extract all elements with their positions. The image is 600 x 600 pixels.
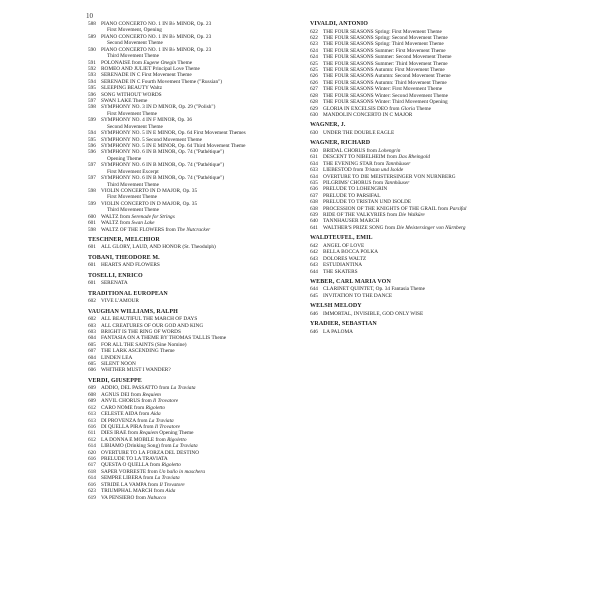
entry-source-title: La Traviata: [148, 417, 174, 424]
entry-title: THE FOUR SEASONS Winter: First Movement Theme: [323, 86, 443, 93]
composer-section: [310, 235, 515, 275]
entry-number: 622: [310, 34, 318, 41]
composer-heading: TOSELLI, ENRICO: [88, 272, 143, 279]
entry-title: THE FOUR SEASONS Winter: Third Movement Opening: [323, 99, 448, 106]
entry-number: 597: [88, 162, 96, 169]
index-entry: [310, 130, 515, 136]
composer-heading: TRADITIONAL EUROPEAN: [88, 290, 168, 297]
entry-number: 588: [88, 21, 96, 27]
entry-number: 630: [310, 147, 318, 154]
index-entry: [88, 162, 284, 175]
entry-number: 634: [310, 173, 318, 180]
entry-number: 623: [88, 488, 96, 495]
entry-title: BELLA BOCCA POLKA: [323, 249, 379, 256]
entry-title: OVERTURE TO DIE MEISTERSINGER VON NÜRNBERG: [323, 173, 456, 180]
entry-title: WALTZ from: [101, 213, 132, 220]
entry-title: ESTUDIANTINA: [323, 262, 363, 269]
entry-source-title: Lohengrin: [378, 147, 401, 154]
entry-number: 633: [310, 167, 318, 174]
entry-suffix: Theme: [176, 59, 193, 66]
right-column: [310, 21, 515, 339]
entry-title: THE FOUR SEASONS Spring: First Movement Theme: [323, 28, 442, 35]
composer-section: [88, 21, 284, 233]
entry-number: 646: [310, 310, 318, 317]
composer-heading: TESCHNER, MELCHIOR: [88, 236, 160, 243]
composer-heading: VAUGHAN WILLIAMS, RALPH: [88, 308, 178, 315]
entry-number: 635: [310, 179, 318, 186]
entry-title: SILENT NOON: [101, 361, 136, 368]
entry-title: BRIDAL CHORUS from: [323, 147, 379, 154]
entry-title: CLARINET QUINTET, Op. 34 Fantasia Theme: [323, 286, 425, 293]
entry-title: THE FOUR SEASONS Winter: Second Movement Theme: [323, 92, 448, 99]
entry-number: 595: [88, 85, 96, 92]
entry-number: 601: [88, 262, 96, 269]
entry-number: 630: [310, 129, 318, 136]
entry-number: 607: [88, 348, 96, 355]
entry-source-title: La Traviata: [154, 475, 180, 482]
entry-number: 590: [88, 46, 96, 53]
entry-number: 641: [310, 224, 318, 231]
entry-subtitle: First Movement Theme: [107, 194, 157, 201]
index-entry: [88, 175, 284, 188]
composer-heading: YRADIER, SEBASTIAN: [310, 321, 377, 328]
entry-source-title: Swan Lake: [131, 220, 155, 227]
entry-title: SEMPRE LIBERA from: [101, 475, 155, 482]
entry-suffix: Opening Theme: [157, 430, 194, 437]
entry-title: ALL GLORY, LAUD, AND HONOR (St. Theodulph): [101, 244, 216, 251]
entry-title: THE FOUR SEASONS Autumn: Second Movement Theme: [323, 73, 451, 80]
index-entry: [88, 495, 284, 501]
entry-title: DESCENT TO NIBELHEIM from: [323, 154, 399, 161]
entry-number: 596: [88, 143, 96, 150]
entry-title: PRELUDE TO LOHENGRIN: [323, 186, 388, 193]
entry-number: 638: [310, 205, 318, 212]
entry-number: 622: [310, 28, 318, 35]
entry-source-title: Requiem: [142, 391, 161, 398]
entry-number: 604: [88, 335, 96, 342]
entry-subtitle: Third Movement Theme: [107, 207, 159, 214]
entry-number: 609: [88, 398, 96, 405]
composer-section: [310, 303, 515, 317]
entry-number: 616: [88, 481, 96, 488]
index-entry: [310, 329, 515, 335]
entry-number: 616: [88, 456, 96, 463]
entry-number: 606: [88, 367, 96, 374]
entry-subtitle: Third Movement Theme: [107, 181, 159, 188]
entry-number: 628: [310, 99, 318, 106]
entry-title: THE FOUR SEASONS Autumn: Third Movement Theme: [323, 79, 447, 86]
entry-title: MANDOLIN CONCERTO IN C MAJOR: [323, 111, 413, 118]
entry-source-title: Parsifal: [449, 205, 467, 212]
entry-title: SONG WITHOUT WORDS: [101, 91, 162, 98]
entry-title: AGNUS DEI from: [101, 391, 143, 398]
composer-section: [88, 237, 284, 251]
entry-title: PRELUDE TO PARSIFAL: [323, 192, 381, 199]
entry-title: THE FOUR SEASONS Autumn: First Movement Theme: [323, 67, 445, 74]
entry-source-title: Rigoletto: [145, 404, 166, 411]
index-entry: [88, 149, 284, 162]
entry-number: 624: [310, 54, 318, 61]
entry-title: WHITHER MUST I WANDER?: [101, 367, 171, 374]
entry-title: SWAN LAKE Theme: [101, 98, 148, 105]
entry-title: PIANO CONCERTO NO. 1 IN B♭ MINOR, Op. 23: [101, 21, 212, 27]
entry-title: TRIUMPHAL MARCH from: [101, 488, 166, 495]
index-entry: [88, 104, 284, 117]
entry-title: WALTZ OF THE FLOWERS from: [101, 226, 178, 233]
composer-section: [88, 291, 284, 305]
entry-title: PIANO CONCERTO NO. 1 IN B♭ MINOR, Op. 23: [101, 46, 212, 53]
entry-title: POLONAISE from: [101, 59, 144, 66]
index-entry: [88, 21, 284, 34]
entry-title: THE SKATERS: [323, 268, 358, 275]
entry-number: 643: [310, 262, 318, 269]
entry-number: 626: [310, 73, 318, 80]
entry-number: 598: [88, 187, 96, 194]
entry-source-title: Tannhäuser: [385, 160, 411, 167]
entry-number: 594: [88, 130, 96, 137]
entry-title: VIOLIN CONCERTO IN D MAJOR, Op. 35: [101, 200, 198, 207]
entry-title: ANVIL CHORUS from: [101, 398, 154, 405]
index-entry: [88, 188, 284, 201]
entry-source-title: The Nutcracker: [177, 226, 211, 233]
index-entry: [88, 262, 284, 268]
entry-source-title: Aida: [150, 411, 161, 418]
entry-subtitle: Opening Theme: [107, 155, 142, 162]
left-column: [88, 21, 284, 505]
entry-number: 608: [88, 391, 96, 398]
entry-title: SYMPHONY NO. 6 IN B MINOR, Op. 74 ("Pathétique"): [101, 149, 225, 156]
entry-title: THE FOUR SEASONS Spring: Third Movement Theme: [323, 41, 444, 48]
entry-title: VIOLIN CONCERTO IN D MAJOR, Op. 35: [101, 187, 198, 194]
entry-number: 639: [310, 212, 318, 219]
entry-title: THE FOUR SEASONS Spring: Second Movement Theme: [323, 34, 448, 41]
entry-number: 613: [88, 417, 96, 424]
entry-number: 612: [88, 404, 96, 411]
entry-title: SYMPHONY NO. 5 IN E MINOR, Op. 64 Third Movement Theme: [101, 143, 246, 150]
index-entry: [88, 227, 284, 233]
entry-title: INVITATION TO THE DANCE: [323, 292, 393, 299]
entry-number: 634: [310, 160, 318, 167]
entry-number: 592: [88, 65, 96, 72]
entry-number: 602: [88, 316, 96, 323]
entry-title: ANGEL OF LOVE: [323, 242, 365, 249]
entry-title: FANTASIA ON A THEME BY THOMAS TALLIS Theme: [101, 335, 227, 342]
entry-number: 614: [88, 475, 96, 482]
index-entry: [310, 225, 515, 231]
entry-number: 593: [88, 72, 96, 79]
entry-title: BRIGHT IS THE RING OF WORDS: [101, 328, 181, 335]
entry-source-title: Rigoletto: [161, 462, 181, 469]
entry-title: ALL CREATURES OF OUR GOD AND KING: [101, 322, 204, 329]
entry-source-title: Il Trovatore: [154, 423, 180, 430]
composer-section: [310, 279, 515, 299]
entry-number: 642: [310, 242, 318, 249]
index-entry: [88, 47, 284, 60]
index-entry: [88, 280, 284, 286]
entry-source-title: Das Rheingold: [398, 154, 430, 161]
entry-source-title: La Traviata: [172, 443, 198, 450]
composer-section: [88, 309, 284, 374]
entry-number: 628: [310, 92, 318, 99]
entry-number: 601: [88, 244, 96, 251]
entry-number: 644: [310, 286, 318, 293]
entry-subtitle: Second Movement Theme: [107, 123, 163, 130]
entry-number: 603: [88, 328, 96, 335]
composer-section: [310, 122, 515, 136]
entry-title: LA PALOMA: [323, 328, 353, 335]
entry-title: OVERTURE TO LA FORZA DEL DESTINO: [101, 449, 200, 456]
entry-title: THE FOUR SEASONS Summer: Second Movement Theme: [323, 54, 452, 61]
entry-number: 597: [88, 98, 96, 105]
entry-number: 599: [88, 117, 96, 124]
index-entry: [310, 293, 515, 299]
entry-title: SAPER VORRESTE from: [101, 468, 160, 475]
entry-number: 624: [310, 47, 318, 54]
entry-source-title: Tristan und Isolde: [364, 167, 404, 174]
entry-title: FOR ALL THE SAINTS (Sine Nomine): [101, 341, 187, 348]
entry-number: 625: [310, 60, 318, 67]
entry-number: 609: [88, 385, 96, 392]
entry-title: GLORIA IN EXCELSIS DEO from: [323, 105, 401, 112]
entry-number: 597: [88, 175, 96, 182]
entry-title: SERENADE IN C Fourth Movement Theme ("Russian"): [101, 78, 223, 85]
entry-title: SYMPHONY NO. 5 IN E MINOR, Op. 64 First Movement Themes: [101, 130, 246, 137]
entry-number: 617: [88, 462, 96, 469]
entry-number: 589: [88, 33, 96, 40]
entry-number: 601: [88, 280, 96, 287]
entry-number: 623: [310, 41, 318, 48]
entry-title: SYMPHONY NO. 3 IN D MINOR, Op. 29 ("Polish"): [101, 104, 216, 111]
entry-title: QUESTA O QUELLA from: [101, 462, 162, 469]
entry-title: THE LARK ASCENDING Theme: [101, 348, 175, 355]
entry-title: THE FOUR SEASONS Summer: Third Movement Theme: [323, 60, 448, 67]
entry-number: 595: [88, 136, 96, 143]
entry-subtitle: First Movement Theme: [107, 110, 157, 117]
entry-number: 638: [310, 199, 318, 206]
entry-title: DOLORES WALTZ: [323, 255, 367, 262]
entry-number: 598: [88, 226, 96, 233]
composer-heading: WAGNER, J.: [310, 122, 346, 129]
entry-number: 602: [88, 298, 96, 305]
entry-number: 629: [310, 105, 318, 112]
composer-section: [310, 140, 515, 231]
entry-number: 600: [88, 213, 96, 220]
entry-title: WALTHER'S PRIZE SONG from: [323, 224, 397, 231]
entry-number: 645: [310, 292, 318, 299]
entry-title: RIDE OF THE VALKYRIES from: [323, 212, 399, 219]
entry-title: ADDIO, DEL PASSATTO from: [101, 385, 171, 392]
entry-title: PIANO CONCERTO NO. 1 IN B♭ MINOR, Op. 23: [101, 33, 212, 40]
entry-number: 598: [88, 104, 96, 111]
entry-source-title: La Traviata: [170, 385, 196, 392]
entry-title: SYMPHONY NO. 6 IN B MINOR, Op. 74 ("Pathétique"): [101, 175, 225, 182]
entry-source-title: Il Trovatore: [153, 398, 179, 405]
composer-section: [88, 273, 284, 287]
entry-title: PILGRIMS' CHORUS from: [323, 179, 385, 186]
entry-number: 599: [88, 200, 96, 207]
entry-title: ROMEO AND JULIET Principal Love Theme: [101, 65, 200, 72]
entry-title: LA DONNA È MOBILE from: [101, 436, 168, 443]
composer-section: [310, 21, 515, 118]
entry-source-title: Tannhäuser: [384, 179, 410, 186]
entry-title: THE FOUR SEASONS Summer: First Movement Theme: [323, 47, 446, 54]
entry-source-title: Gloria: [400, 105, 415, 112]
entry-number: 637: [310, 192, 318, 199]
entry-number: 618: [88, 468, 96, 475]
entry-number: 620: [88, 449, 96, 456]
composer-section: [88, 378, 284, 501]
index-entry: [310, 269, 515, 275]
entry-title: DI QUELLA PIRA from: [101, 423, 155, 430]
entry-source-title: Eugene Onegin: [143, 59, 177, 66]
entry-number: 626: [310, 79, 318, 86]
entry-number: 611: [88, 430, 96, 437]
entry-title: PROCESSION OF THE KNIGHTS OF THE GRAIL from: [323, 205, 450, 212]
entry-source-title: Nabucco: [147, 494, 167, 501]
entry-title: CELESTE AIDA from: [101, 411, 151, 418]
composer-heading: WALDTEUFEL, EMIL: [310, 235, 373, 242]
entry-title: VIVE L'AMOUR: [101, 298, 139, 305]
entry-number: 603: [88, 322, 96, 329]
entry-number: 640: [310, 218, 318, 225]
index-entry: [88, 117, 284, 130]
entry-title: DIES IRAE from: [101, 430, 140, 437]
index-entry: [88, 367, 284, 373]
entry-number: 605: [88, 361, 96, 368]
entry-number: 612: [88, 436, 96, 443]
entry-source-title: Rigoletto: [167, 436, 187, 443]
entry-source-title: Die Meistersinger von Nürnberg: [396, 224, 466, 231]
entry-number: 642: [310, 249, 318, 256]
entry-number: 591: [88, 59, 96, 66]
entry-number: 614: [88, 443, 96, 450]
composer-section: [310, 321, 515, 335]
entry-source-title: Serenade for Strings: [131, 213, 175, 220]
entry-subtitle: First Movement, Opening: [107, 27, 162, 34]
entry-title: LINDEN LEA: [101, 354, 133, 361]
index-entry: [88, 244, 284, 250]
entry-title: TANNHÄUSER MARCH: [323, 218, 380, 225]
entry-title: PRELUDE TO TRISTAN UND ISOLDE: [323, 199, 412, 206]
index-entry: [88, 34, 284, 47]
entry-title: SERENADE IN C First Movement Theme: [101, 72, 192, 79]
entry-title: SYMPHONY NO. 6 IN B MINOR, Op. 74 ("Pathétique"): [101, 162, 225, 169]
entry-title: CARO NOME from: [101, 404, 146, 411]
entry-number: 594: [88, 78, 96, 85]
composer-heading: WAGNER, RICHARD: [310, 140, 371, 147]
composer-heading: WELSH MELODY: [310, 303, 362, 310]
entry-title: LIBIAMO (Drinking Song) from: [101, 443, 173, 450]
entry-source-title: Requiem: [139, 430, 158, 437]
entry-title: THE EVENING STAR from: [323, 160, 386, 167]
entry-title: UNDER THE DOUBLE EAGLE: [323, 129, 395, 136]
composer-heading: TOBANI, THEODORE M.: [88, 254, 160, 261]
entry-number: 616: [88, 423, 96, 430]
entry-title: DI PROVENZA from: [101, 417, 149, 424]
entry-number: 625: [310, 67, 318, 74]
index-entry: [88, 298, 284, 304]
entry-subtitle: Third Movement Theme: [107, 53, 159, 60]
entry-suffix: Theme: [414, 105, 431, 112]
entry-title: VA PENSIERO from: [101, 494, 148, 501]
entry-title: SYMPHONY NO. 4 IN F MINOR, Op. 36: [101, 117, 193, 124]
entry-subtitle: First Movement Excerpt: [107, 168, 159, 175]
entry-number: 636: [310, 186, 318, 193]
entry-title: ALL BEAUTIFUL THE MARCH OF DAYS: [101, 316, 198, 323]
entry-title: LIEBESTOD from: [323, 167, 365, 174]
index-entry: [88, 201, 284, 214]
entry-number: 631: [310, 154, 318, 161]
entry-title: WALTZ from: [101, 220, 132, 227]
entry-number: 646: [310, 328, 318, 335]
entry-title: PRELUDE TO LA TRAVIATA: [101, 456, 168, 463]
composer-section: [88, 255, 284, 269]
entry-title: HEARTS AND FLOWERS: [101, 262, 160, 269]
entry-title: SERENATA: [101, 280, 128, 287]
composer-heading: VIVALDI, ANTONIO: [310, 21, 369, 27]
entry-subtitle: Second Movement Theme: [107, 40, 163, 47]
entry-title: SYMPHONY NO. 5 Second Movement Theme: [101, 136, 202, 143]
entry-source-title: Un ballo in maschera: [159, 468, 206, 475]
entry-title: STRIDE LA VAMPA from: [101, 481, 160, 488]
index-entry: [310, 311, 515, 317]
entry-number: 604: [88, 354, 96, 361]
composer-heading: WEBER, CARL MARIA VON: [310, 278, 391, 285]
entry-number: 596: [88, 91, 96, 98]
entry-number: 644: [310, 268, 318, 275]
entry-number: 627: [310, 86, 318, 93]
index-entry: [310, 112, 515, 118]
entry-number: 601: [88, 220, 96, 227]
entry-number: 619: [88, 494, 96, 501]
entry-title: IMMORTAL, INVISIBLE, GOD ONLY WISE: [323, 310, 424, 317]
entry-number: 630: [310, 111, 318, 118]
entry-source-title: Il Trovatore: [159, 481, 185, 488]
entry-source-title: Die Walküre: [398, 212, 425, 219]
page-number: 10: [86, 12, 93, 20]
entry-number: 613: [88, 411, 96, 418]
entry-number: 605: [88, 341, 96, 348]
entry-number: 643: [310, 255, 318, 262]
composer-heading: VERDI, GIUSEPPE: [88, 377, 142, 384]
entry-title: SLEEPING BEAUTY Waltz: [101, 85, 163, 92]
entry-source-title: Aida: [165, 488, 176, 495]
entry-number: 596: [88, 149, 96, 156]
